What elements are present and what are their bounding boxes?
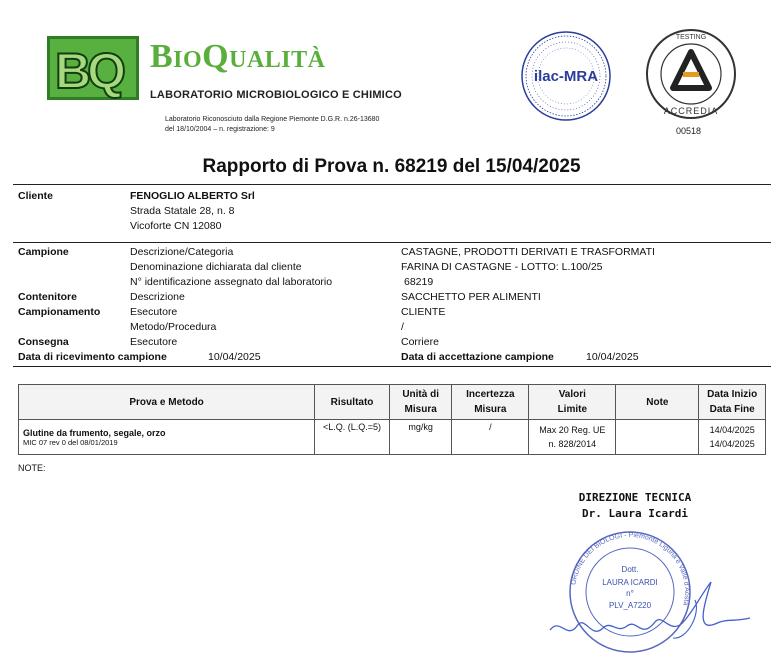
campione-label: Campione — [18, 246, 69, 258]
accredia-bottom-text: ACCREDIA — [663, 106, 719, 116]
bq-logo — [47, 36, 139, 100]
divider — [13, 366, 771, 367]
denominazione-label: Denominazione dichiarata dal cliente — [130, 261, 302, 273]
signature-name: Dr. Laura Icardi — [582, 507, 688, 520]
descr-cat-label: Descrizione/Categoria — [130, 246, 234, 258]
consegna-value: Corriere — [401, 336, 439, 348]
report-title: Rapporto di Prova n. 68219 del 15/04/2025 — [202, 156, 581, 177]
ilac-mra-seal — [520, 30, 612, 122]
table-row — [19, 420, 766, 455]
accredia-top-text: TESTING — [675, 34, 707, 41]
col-prova: Prova e Metodo — [19, 385, 315, 420]
campionamento-label: Campionamento — [18, 306, 101, 318]
col-valori: Valori Limite — [529, 385, 616, 420]
stamp-line-2: LAURA ICARDI — [602, 578, 658, 587]
stamp-line-1: Dott. — [621, 565, 639, 574]
table-header-row — [19, 385, 766, 420]
esecutore-label: Esecutore — [130, 306, 178, 318]
cell-prova: Glutine da frumento, segale, orzo MIC 07 rev 0 del 08/01/2019 — [19, 420, 315, 455]
bq-logo-letters — [47, 36, 139, 100]
client-label: Cliente — [18, 190, 54, 202]
ricevimento-label: Data di ricevimento campione — [18, 351, 167, 363]
cell-risultato: <L.Q. (L.Q.=5) — [315, 420, 390, 455]
consegna-sub: Esecutore — [130, 336, 178, 348]
client-address-2: Vicoforte CN 12080 — [130, 220, 222, 232]
denominazione-value: FARINA DI CASTAGNE - LOTTO: L.100/25 — [401, 261, 603, 273]
svg-text:BQ: BQ — [55, 43, 122, 99]
brand-name: BioQualità — [150, 38, 326, 75]
metodo-label: Metodo/Procedura — [130, 321, 217, 333]
accredia-seal — [645, 28, 737, 120]
accettazione-label: Data di accettazione campione — [401, 351, 554, 363]
registration-info — [165, 115, 405, 135]
contenitore-sub: Descrizione — [130, 291, 185, 303]
col-unita: Unità di Misura — [389, 385, 452, 420]
notes-label: NOTE: — [18, 463, 46, 473]
official-stamp — [545, 522, 755, 662]
signature-block — [560, 490, 710, 522]
client-name: FENOGLIO ALBERTO Srl — [130, 190, 255, 202]
ilac-text: ilac-MRA — [533, 68, 599, 85]
cell-date: 14/04/2025 14/04/2025 — [699, 420, 766, 455]
brand-subtitle: LABORATORIO MICROBIOLOGICO E CHIMICO — [150, 89, 402, 101]
client-address-1: Strada Statale 28, n. 8 — [130, 205, 235, 217]
metodo-value: / — [401, 321, 404, 333]
divider — [13, 184, 771, 185]
cell-note — [616, 420, 699, 455]
divider — [13, 242, 771, 243]
results-table — [18, 384, 766, 455]
ricevimento-value: 10/04/2025 — [208, 351, 261, 363]
registration-line-2: del 18/10/2004 – n. registrazione: 9 — [165, 126, 275, 133]
contenitore-label: Contenitore — [18, 291, 77, 303]
stamp-line-4: PLV_A7220 — [608, 601, 652, 610]
consegna-label: Consegna — [18, 336, 69, 348]
descr-cat-value: CASTAGNE, PRODOTTI DERIVATI E TRASFORMATI — [401, 246, 655, 258]
cell-limite: Max 20 Reg. UE n. 828/2014 — [529, 420, 616, 455]
accredia-number: 00518 — [676, 126, 702, 136]
signature-title: DIREZIONE TECNICA — [578, 491, 692, 504]
registration-line-1: Laboratorio Riconosciuto dalla Regione Piemonte D.G.R. n.26-13680 — [165, 116, 380, 123]
id-label: N° identificazione assegnato dal laboratorio — [130, 276, 333, 288]
contenitore-value: SACCHETTO PER ALIMENTI — [401, 291, 541, 303]
accettazione-value: 10/04/2025 — [586, 351, 639, 363]
id-value: 68219 — [404, 276, 434, 288]
col-incertezza: Incertezza Misura — [452, 385, 529, 420]
cell-unita: mg/kg — [389, 420, 452, 455]
col-data: Data Inizio Data Fine — [699, 385, 766, 420]
col-note: Note — [616, 385, 699, 420]
stamp-line-3: n° — [626, 589, 634, 598]
cell-incertezza: / — [452, 420, 529, 455]
col-risultato: Risultato — [315, 385, 390, 420]
stamp-ring-text: ORDINE DEI BIOLOGI - Piemonte Liguria e Valle d'Aosta — [570, 531, 691, 606]
esecutore-value: CLIENTE — [401, 306, 446, 318]
